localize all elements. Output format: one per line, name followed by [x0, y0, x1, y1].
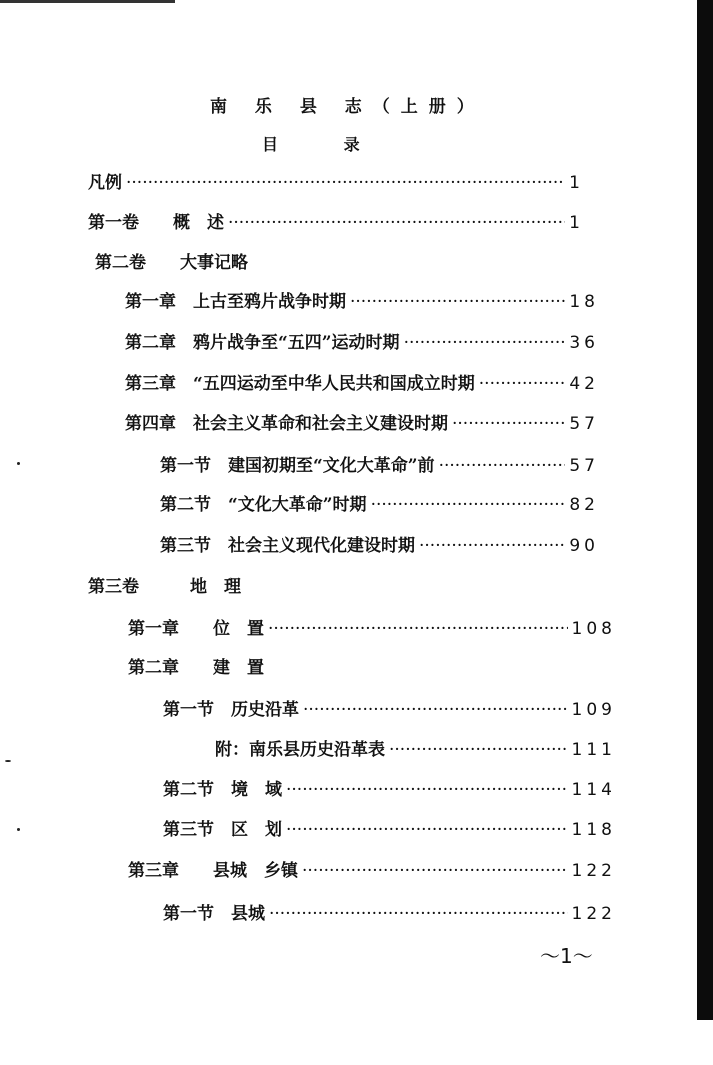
toc-label: 第二章 鸦片战争至“五四”运动时期	[125, 333, 400, 353]
document-title: 南 乐 县 志（上册）	[210, 97, 485, 117]
toc-entry	[128, 614, 616, 640]
toc-entry	[125, 287, 599, 313]
toc-page: 1	[569, 173, 584, 193]
toc-heading	[88, 572, 584, 598]
toc-page: 1	[569, 213, 584, 233]
toc-label: 第一节 历史沿革	[163, 700, 299, 720]
toc-label: 第一节 建国初期至“文化大革命”前	[160, 456, 435, 476]
toc-label: 凡例	[88, 173, 122, 193]
toc-heading	[128, 653, 616, 679]
leader-dots	[452, 414, 565, 434]
toc-label: 第二章 建 置	[128, 658, 264, 678]
toc-entry	[215, 735, 616, 761]
leader-dots	[268, 619, 568, 639]
leader-dots	[350, 292, 565, 312]
toc-page: 57	[569, 414, 599, 434]
leader-dots	[439, 456, 566, 476]
toc-label: 第一章 位 置	[128, 619, 264, 639]
toc-page: 36	[569, 333, 599, 353]
leader-dots	[303, 700, 568, 720]
leader-dots	[371, 495, 566, 515]
toc-page: 57	[569, 456, 599, 476]
toc-entry	[163, 695, 616, 721]
toc-label: 第一卷 概 述	[88, 213, 224, 233]
leader-dots	[126, 173, 565, 193]
toc-page: 42	[569, 374, 599, 394]
toc-page: 18	[569, 292, 599, 312]
toc-entry	[163, 815, 616, 841]
page-number: ～1～	[540, 944, 593, 968]
toc-label: 第三章 县城 乡镇	[128, 861, 298, 881]
toc-page: 82	[569, 495, 599, 515]
toc-label: 第一节 县城	[163, 904, 265, 924]
toc-label: 第三节 区 划	[163, 820, 282, 840]
toc-entry	[163, 899, 616, 925]
toc-entry	[125, 369, 599, 395]
leader-dots	[286, 780, 568, 800]
toc-label: 第三章 “五四运动至中华人民共和国成立时期	[125, 374, 475, 394]
toc-label: 第一章 上古至鸦片战争时期	[125, 292, 346, 312]
toc-entry	[125, 328, 599, 354]
toc-entry	[128, 856, 616, 882]
toc-label: 第三卷 地 理	[88, 577, 241, 597]
toc-page: 109	[571, 700, 616, 720]
toc-entry	[160, 451, 599, 477]
leader-dots	[286, 820, 568, 840]
toc-page: 108	[571, 619, 616, 639]
leader-dots	[269, 904, 568, 924]
leader-dots	[389, 740, 568, 760]
toc-heading	[95, 248, 591, 274]
leader-dots	[228, 213, 565, 233]
toc-page: 114	[571, 780, 616, 800]
toc-label: 第二卷 大事记略	[95, 253, 248, 273]
toc-entry	[160, 490, 599, 516]
toc-page: 118	[571, 820, 616, 840]
toc-entry	[163, 775, 616, 801]
toc-label: 第三节 社会主义现代化建设时期	[160, 536, 415, 556]
document-subtitle: 目 录	[262, 135, 390, 154]
toc-page: 122	[571, 904, 616, 924]
leader-dots	[404, 333, 566, 353]
toc-label: 第二节 境 域	[163, 780, 282, 800]
leader-dots	[479, 374, 566, 394]
toc-label: 第四章 社会主义革命和社会主义建设时期	[125, 414, 448, 434]
toc-entry	[88, 208, 584, 234]
toc-page: 122	[571, 861, 616, 881]
toc-label: 第二节 “文化大革命”时期	[160, 495, 367, 515]
toc-entry	[160, 531, 599, 557]
leader-dots	[419, 536, 565, 556]
toc-entry	[88, 168, 584, 194]
toc-page: 111	[571, 740, 616, 760]
leader-dots	[302, 861, 568, 881]
scan-edge-bar	[697, 0, 713, 1020]
toc-label: 附：南乐县历史沿革表	[215, 740, 385, 760]
top-rule	[0, 0, 175, 3]
toc-entry	[125, 409, 599, 435]
toc-page: 90	[569, 536, 599, 556]
